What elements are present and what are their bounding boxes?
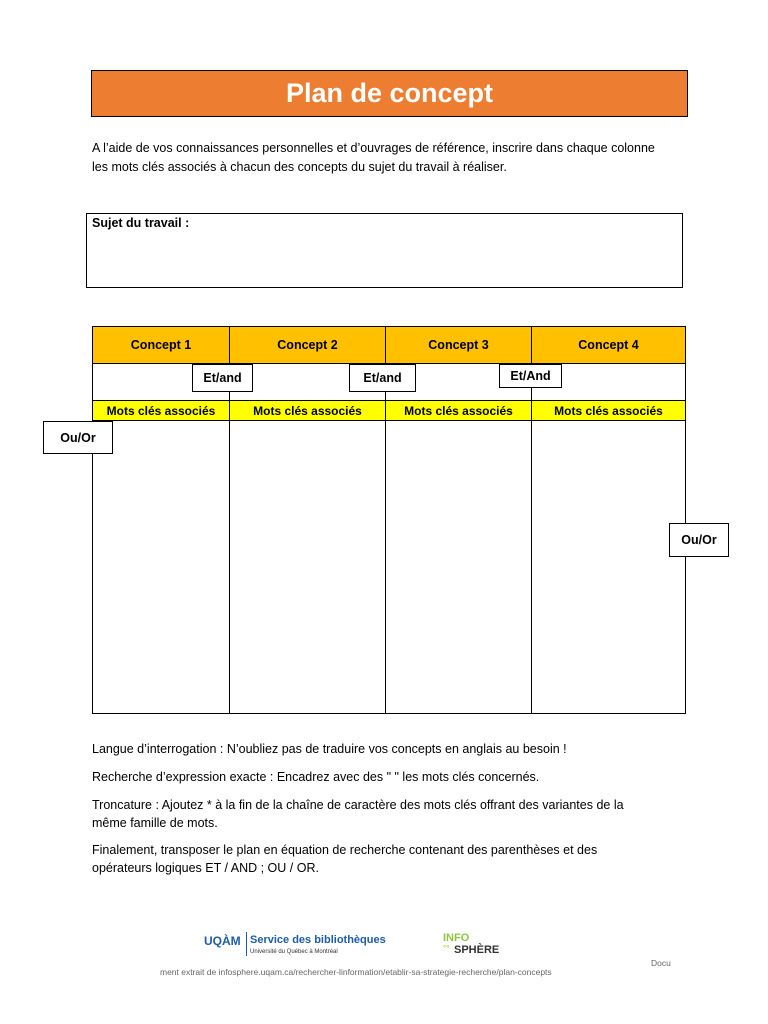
note-truncation-line-2: même famille de mots. [92, 816, 218, 830]
university-name: Université du Québec à Montréal [250, 949, 338, 955]
library-service-name: Service des bibliothèques [250, 934, 386, 946]
concept-header-3: Concept 3 [386, 327, 532, 364]
uqam-logo-text: UQÀM [204, 934, 241, 948]
uqam-library-logo [204, 932, 394, 962]
keywords-column-2[interactable] [230, 421, 386, 713]
infosphere-logo [443, 932, 533, 962]
note-final-line-2: opérateurs logiques ET / AND ; OU / OR. [92, 861, 319, 875]
or-operator-left-label: Ou/Or [60, 430, 96, 445]
and-operator-1-label: Et/and [203, 371, 242, 385]
concept-header-4: Concept 4 [532, 327, 685, 364]
subject-field[interactable] [86, 213, 683, 288]
concept-header-2: Concept 2 [230, 327, 386, 364]
page-title-text: Plan de concept [285, 78, 494, 108]
note-final-line-1: Finalement, transposer le plan en équation de recherche contenant des parenthèses et des [92, 843, 598, 857]
keywords-label-4: Mots clés associés [532, 401, 685, 421]
note-truncation-line-1: Troncature : Ajoutez * à la fin de la chaîne de caractère des mots clés offrant des variantes de la [92, 798, 624, 812]
and-operator-2 [349, 364, 416, 392]
footer-docu-label: Docu [651, 958, 671, 968]
note-exact-phrase: Recherche d’expression exacte : Encadrez avec des " " les mots clés concernés. [92, 770, 540, 784]
intro-line-1: A l’aide de vos connaissances personnelles et d’ouvrages de référence, inscrire dans chaque colonne [92, 141, 655, 155]
footer-source-text: ment extrait de infosphere.uqam.ca/rechercher-linformation/etablir-sa-strategie-recherche/plan-concepts [160, 967, 552, 977]
sphere-logo-text: SPHÈRE [454, 944, 500, 956]
and-operator-3 [499, 364, 562, 388]
note-final [92, 841, 692, 877]
keywords-label-1: Mots clés associés [93, 401, 230, 421]
or-operator-right-label: Ou/Or [681, 533, 717, 547]
intro-paragraph [92, 139, 692, 177]
keywords-label-2: Mots clés associés [230, 401, 386, 421]
info-logo-text: INFO [443, 932, 470, 944]
and-operator-2-label: Et/and [363, 371, 402, 385]
keywords-column-4[interactable] [532, 421, 685, 713]
note-truncation [92, 796, 692, 832]
sphere-dots-icon: °° [443, 944, 450, 953]
and-operator-3-label: Et/And [510, 369, 551, 383]
note-language: Langue d’interrogation : N’oubliez pas de traduire vos concepts en anglais au besoin ! [92, 742, 567, 756]
logo-divider [246, 932, 247, 956]
keywords-column-3[interactable] [386, 421, 532, 713]
concept-header-1: Concept 1 [93, 327, 230, 364]
page-title [91, 70, 688, 117]
and-operator-1 [192, 364, 253, 392]
or-operator-right [669, 523, 729, 557]
or-operator-left [43, 421, 113, 454]
subject-label: Sujet du travail : [92, 216, 190, 230]
keywords-label-3: Mots clés associés [386, 401, 532, 421]
intro-line-2: les mots clés associés à chacun des concepts du sujet du travail à réaliser. [92, 160, 507, 174]
keywords-column-1[interactable] [93, 421, 230, 713]
